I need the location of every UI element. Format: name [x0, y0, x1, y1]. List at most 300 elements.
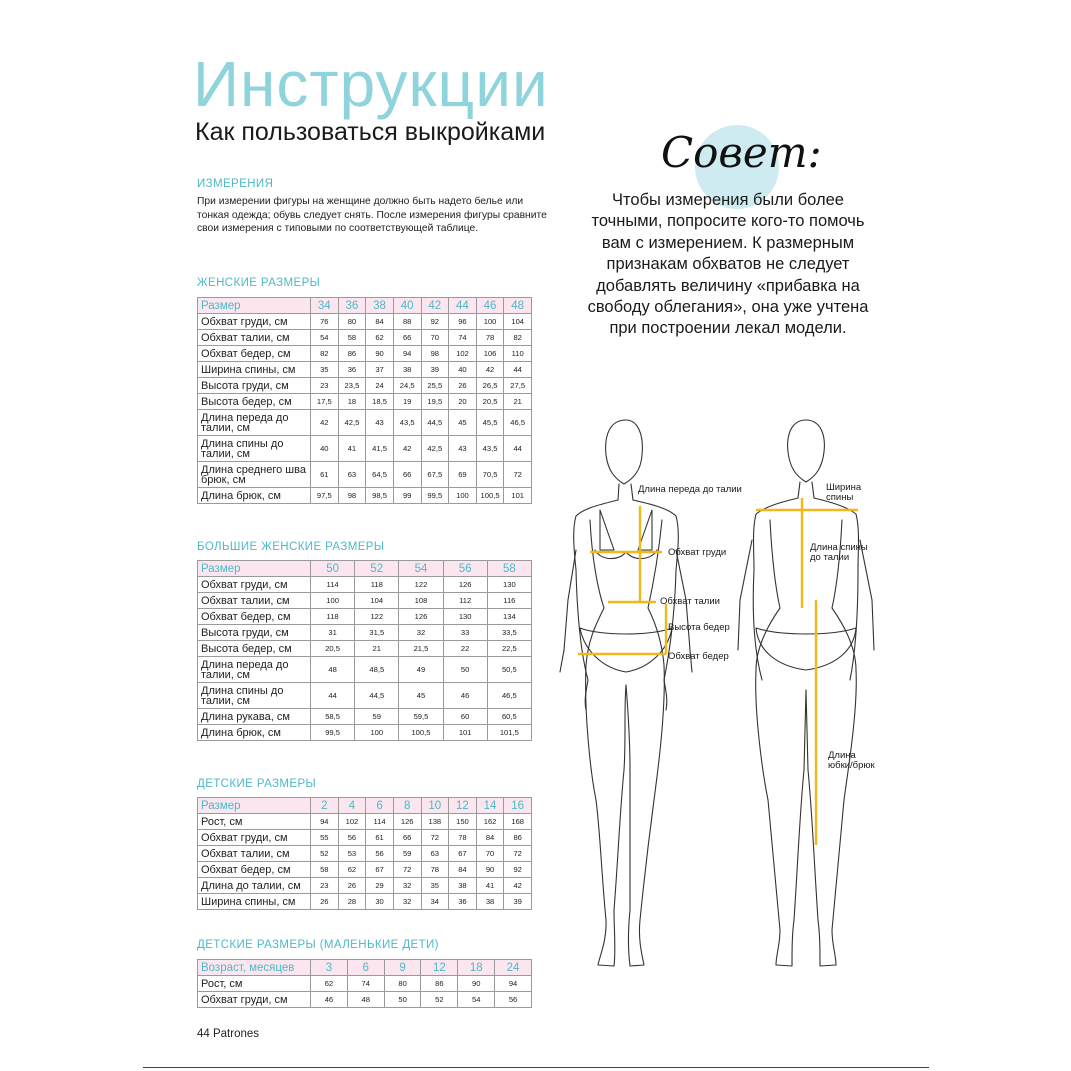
value-cell: 48,5 [355, 657, 399, 683]
row-label: Обхват бедер, см [198, 346, 311, 362]
value-cell: 43,5 [393, 410, 421, 436]
value-cell: 72 [504, 462, 532, 488]
value-cell: 98 [338, 488, 366, 504]
table-row [198, 488, 532, 504]
row-label: Обхват груди, см [198, 577, 311, 593]
value-cell: 26 [311, 894, 339, 910]
value-cell: 33,5 [487, 625, 531, 641]
plus-sizes-table [197, 560, 532, 741]
value-cell: 36 [449, 894, 477, 910]
measurements-heading: ИЗМЕРЕНИЯ [197, 178, 274, 190]
value-cell: 100 [476, 314, 504, 330]
size-header-cell: 58 [487, 561, 531, 577]
value-cell: 74 [347, 976, 384, 992]
size-header-cell: 34 [311, 298, 339, 314]
kids-sizes-heading: ДЕТСКИЕ РАЗМЕРЫ [197, 778, 317, 790]
value-cell: 100 [449, 488, 477, 504]
table-row [198, 709, 532, 725]
table-header-row [198, 561, 532, 577]
tip-text: Чтобы измерения были более точными, попросите кого-то помочь вам с измерением. К размерным признакам обхватов не следует добавлять величину «прибавка на свободу облегания», она уже учтена при построении лекал модели. [587, 191, 869, 338]
row-label: Обхват груди, см [198, 314, 311, 330]
value-cell: 86 [504, 830, 532, 846]
table-header-row [198, 298, 532, 314]
value-cell: 39 [504, 894, 532, 910]
label-skirt-length-line2: юбки/брюк [828, 760, 875, 771]
measurements-text: При измерении фигуры на женщине должно быть надето белье или тонкая одежда; обувь следует снять. После измерения фигуры сравните свои измерения с типовыми по соответствующей таблице. [197, 196, 547, 234]
value-cell: 50 [443, 657, 487, 683]
value-cell: 42 [393, 436, 421, 462]
value-cell: 98 [421, 346, 449, 362]
value-cell: 168 [504, 814, 532, 830]
value-cell: 58 [338, 330, 366, 346]
tip-title: Совет: [661, 128, 822, 177]
value-cell: 19 [393, 394, 421, 410]
size-header-cell: 50 [311, 561, 355, 577]
baby-sizes-heading: ДЕТСКИЕ РАЗМЕРЫ (МАЛЕНЬКИЕ ДЕТИ) [197, 939, 439, 951]
value-cell: 54 [311, 330, 339, 346]
value-cell: 80 [384, 976, 421, 992]
table-row [198, 894, 532, 910]
value-cell: 162 [476, 814, 504, 830]
value-cell: 70 [421, 330, 449, 346]
table-row [198, 862, 532, 878]
size-header-cell: 12 [421, 960, 458, 976]
value-cell: 61 [311, 462, 339, 488]
value-cell: 33 [443, 625, 487, 641]
row-label: Длина переда до талии, см [198, 410, 311, 436]
row-label: Длина брюк, см [198, 725, 311, 741]
value-cell: 62 [311, 976, 348, 992]
value-cell: 101 [504, 488, 532, 504]
column-header-label: Размер [198, 561, 311, 577]
value-cell: 20,5 [311, 641, 355, 657]
value-cell: 63 [421, 846, 449, 862]
size-header-cell: 14 [476, 798, 504, 814]
value-cell: 44,5 [421, 410, 449, 436]
value-cell: 100,5 [399, 725, 443, 741]
label-back-length-line1: Длина спины [810, 542, 868, 553]
value-cell: 100 [311, 593, 355, 609]
value-cell: 21,5 [399, 641, 443, 657]
size-header-cell: 42 [421, 298, 449, 314]
value-cell: 46,5 [504, 410, 532, 436]
value-cell: 45 [399, 683, 443, 709]
table-row [198, 683, 532, 709]
value-cell: 102 [449, 346, 477, 362]
row-label: Рост, см [198, 814, 311, 830]
size-header-cell: 9 [384, 960, 421, 976]
value-cell: 20 [449, 394, 477, 410]
value-cell: 88 [393, 314, 421, 330]
plus-sizes-heading: БОЛЬШИЕ ЖЕНСКИЕ РАЗМЕРЫ [197, 541, 385, 553]
value-cell: 41,5 [366, 436, 394, 462]
table-row [198, 593, 532, 609]
value-cell: 43 [366, 410, 394, 436]
table-row [198, 378, 532, 394]
value-cell: 49 [399, 657, 443, 683]
value-cell: 74 [449, 330, 477, 346]
column-header-label: Размер [198, 298, 311, 314]
value-cell: 116 [487, 593, 531, 609]
value-cell: 48 [347, 992, 384, 1008]
value-cell: 22 [443, 641, 487, 657]
front-figure [574, 420, 679, 966]
value-cell: 31,5 [355, 625, 399, 641]
value-cell: 42 [504, 878, 532, 894]
table-row [198, 657, 532, 683]
value-cell: 44,5 [355, 683, 399, 709]
value-cell: 38 [476, 894, 504, 910]
value-cell: 114 [366, 814, 394, 830]
table-row [198, 314, 532, 330]
bottom-rule [143, 1067, 929, 1068]
value-cell: 134 [487, 609, 531, 625]
row-label: Длина переда до талии, см [198, 657, 311, 683]
value-cell: 102 [338, 814, 366, 830]
size-header-cell: 46 [476, 298, 504, 314]
value-cell: 63 [338, 462, 366, 488]
label-back-width-line2: спины [826, 492, 854, 503]
row-label: Высота бедер, см [198, 394, 311, 410]
value-cell: 42 [476, 362, 504, 378]
value-cell: 90 [366, 346, 394, 362]
value-cell: 35 [311, 362, 339, 378]
value-cell: 104 [504, 314, 532, 330]
body-measurement-diagram [540, 410, 920, 990]
value-cell: 108 [399, 593, 443, 609]
value-cell: 94 [495, 976, 532, 992]
label-skirt-length-line1: Длина [828, 750, 856, 761]
value-cell: 56 [366, 846, 394, 862]
value-cell: 126 [443, 577, 487, 593]
label-bust: Обхват груди [668, 547, 727, 558]
value-cell: 100 [355, 725, 399, 741]
value-cell: 92 [421, 314, 449, 330]
value-cell: 62 [366, 330, 394, 346]
row-label: Длина до талии, см [198, 878, 311, 894]
table-row [198, 394, 532, 410]
value-cell: 26,5 [476, 378, 504, 394]
baby-sizes-table [197, 959, 532, 1008]
value-cell: 58 [311, 862, 339, 878]
value-cell: 130 [443, 609, 487, 625]
value-cell: 35 [421, 878, 449, 894]
value-cell: 21 [504, 394, 532, 410]
value-cell: 122 [399, 577, 443, 593]
value-cell: 118 [311, 609, 355, 625]
row-label: Обхват груди, см [198, 992, 311, 1008]
size-header-cell: 2 [311, 798, 339, 814]
value-cell: 97,5 [311, 488, 339, 504]
value-cell: 96 [449, 314, 477, 330]
value-cell: 90 [458, 976, 495, 992]
value-cell: 26 [449, 378, 477, 394]
value-cell: 106 [476, 346, 504, 362]
size-header-cell: 6 [366, 798, 394, 814]
value-cell: 25,5 [421, 378, 449, 394]
row-label: Длина спины до талии, см [198, 436, 311, 462]
value-cell: 32 [399, 625, 443, 641]
value-cell: 24,5 [393, 378, 421, 394]
value-cell: 22,5 [487, 641, 531, 657]
label-back-width-line1: Ширина [826, 482, 862, 493]
value-cell: 39 [421, 362, 449, 378]
value-cell: 100,5 [476, 488, 504, 504]
row-label: Обхват бедер, см [198, 609, 311, 625]
value-cell: 27,5 [504, 378, 532, 394]
row-label: Длина среднего шва брюк, см [198, 462, 311, 488]
value-cell: 43,5 [476, 436, 504, 462]
value-cell: 59 [393, 846, 421, 862]
column-header-label: Возраст, месяцев [198, 960, 311, 976]
table-row [198, 436, 532, 462]
table-row [198, 462, 532, 488]
value-cell: 52 [421, 992, 458, 1008]
value-cell: 66 [393, 330, 421, 346]
row-label: Высота груди, см [198, 378, 311, 394]
value-cell: 82 [504, 330, 532, 346]
value-cell: 78 [421, 862, 449, 878]
value-cell: 23 [311, 378, 339, 394]
size-header-cell: 16 [504, 798, 532, 814]
size-header-cell: 24 [495, 960, 532, 976]
value-cell: 32 [393, 894, 421, 910]
value-cell: 86 [421, 976, 458, 992]
value-cell: 56 [495, 992, 532, 1008]
value-cell: 78 [449, 830, 477, 846]
table-row [198, 846, 532, 862]
value-cell: 52 [311, 846, 339, 862]
label-back-length-line2: до талии [810, 552, 850, 563]
value-cell: 72 [504, 846, 532, 862]
value-cell: 34 [421, 894, 449, 910]
value-cell: 118 [355, 577, 399, 593]
kids-sizes-table [197, 797, 532, 910]
table-row [198, 362, 532, 378]
value-cell: 114 [311, 577, 355, 593]
row-label: Обхват бедер, см [198, 862, 311, 878]
value-cell: 31 [311, 625, 355, 641]
value-cell: 60,5 [487, 709, 531, 725]
table-row [198, 410, 532, 436]
row-label: Высота бедер, см [198, 641, 311, 657]
value-cell: 28 [338, 894, 366, 910]
label-front-length: Длина переда до талии [638, 484, 742, 495]
value-cell: 44 [504, 436, 532, 462]
value-cell: 53 [338, 846, 366, 862]
value-cell: 78 [476, 330, 504, 346]
value-cell: 45 [449, 410, 477, 436]
value-cell: 46,5 [487, 683, 531, 709]
value-cell: 126 [393, 814, 421, 830]
table-row [198, 976, 532, 992]
value-cell: 122 [355, 609, 399, 625]
value-cell: 99 [393, 488, 421, 504]
value-cell: 90 [476, 862, 504, 878]
table-row [198, 814, 532, 830]
value-cell: 38 [393, 362, 421, 378]
value-cell: 80 [338, 314, 366, 330]
value-cell: 70 [476, 846, 504, 862]
table-row [198, 641, 532, 657]
value-cell: 55 [311, 830, 339, 846]
value-cell: 86 [338, 346, 366, 362]
value-cell: 84 [449, 862, 477, 878]
row-label: Ширина спины, см [198, 362, 311, 378]
value-cell: 41 [338, 436, 366, 462]
value-cell: 43 [449, 436, 477, 462]
women-sizes-table [197, 297, 532, 504]
size-header-cell: 6 [347, 960, 384, 976]
value-cell: 38 [449, 878, 477, 894]
value-cell: 94 [311, 814, 339, 830]
column-header-label: Размер [198, 798, 311, 814]
size-header-cell: 54 [399, 561, 443, 577]
row-label: Длина брюк, см [198, 488, 311, 504]
size-header-cell: 3 [311, 960, 348, 976]
value-cell: 101,5 [487, 725, 531, 741]
value-cell: 94 [393, 346, 421, 362]
value-cell: 20,5 [476, 394, 504, 410]
value-cell: 40 [311, 436, 339, 462]
row-label: Длина спины до талии, см [198, 683, 311, 709]
table-header-row [198, 960, 532, 976]
row-label: Обхват талии, см [198, 593, 311, 609]
size-header-cell: 56 [443, 561, 487, 577]
value-cell: 46 [311, 992, 348, 1008]
value-cell: 98,5 [366, 488, 394, 504]
value-cell: 50,5 [487, 657, 531, 683]
value-cell: 59 [355, 709, 399, 725]
value-cell: 92 [504, 862, 532, 878]
label-waist: Обхват талии [660, 596, 720, 607]
page-subtitle: Как пользоваться выкройками [195, 118, 546, 146]
size-header-cell: 4 [338, 798, 366, 814]
value-cell: 50 [384, 992, 421, 1008]
label-hips: Обхват бедер [668, 651, 729, 662]
value-cell: 44 [504, 362, 532, 378]
value-cell: 17,5 [311, 394, 339, 410]
size-header-cell: 18 [458, 960, 495, 976]
size-header-cell: 38 [366, 298, 394, 314]
value-cell: 62 [338, 862, 366, 878]
row-label: Длина рукава, см [198, 709, 311, 725]
value-cell: 70,5 [476, 462, 504, 488]
value-cell: 126 [399, 609, 443, 625]
value-cell: 101 [443, 725, 487, 741]
value-cell: 46 [443, 683, 487, 709]
table-row [198, 577, 532, 593]
value-cell: 130 [487, 577, 531, 593]
value-cell: 18 [338, 394, 366, 410]
value-cell: 99,5 [421, 488, 449, 504]
row-label: Высота груди, см [198, 625, 311, 641]
value-cell: 84 [366, 314, 394, 330]
value-cell: 32 [393, 878, 421, 894]
value-cell: 69 [449, 462, 477, 488]
value-cell: 36 [338, 362, 366, 378]
table-row [198, 346, 532, 362]
back-figure [738, 420, 874, 966]
value-cell: 23,5 [338, 378, 366, 394]
value-cell: 150 [449, 814, 477, 830]
value-cell: 42,5 [338, 410, 366, 436]
size-header-cell: 8 [393, 798, 421, 814]
size-header-cell: 48 [504, 298, 532, 314]
page-title: Инструкции [193, 48, 549, 120]
table-row [198, 330, 532, 346]
row-label: Обхват груди, см [198, 830, 311, 846]
value-cell: 19,5 [421, 394, 449, 410]
label-hip-height: Высота бедер [668, 622, 730, 633]
value-cell: 26 [338, 878, 366, 894]
value-cell: 59,5 [399, 709, 443, 725]
value-cell: 82 [311, 346, 339, 362]
table-row [198, 830, 532, 846]
value-cell: 138 [421, 814, 449, 830]
row-label: Обхват талии, см [198, 330, 311, 346]
value-cell: 30 [366, 894, 394, 910]
value-cell: 66 [393, 462, 421, 488]
value-cell: 54 [458, 992, 495, 1008]
row-label: Обхват талии, см [198, 846, 311, 862]
value-cell: 110 [504, 346, 532, 362]
value-cell: 18,5 [366, 394, 394, 410]
size-header-cell: 36 [338, 298, 366, 314]
value-cell: 72 [393, 862, 421, 878]
size-header-cell: 10 [421, 798, 449, 814]
value-cell: 56 [338, 830, 366, 846]
women-sizes-heading: ЖЕНСКИЕ РАЗМЕРЫ [197, 277, 321, 289]
value-cell: 67 [366, 862, 394, 878]
size-header-cell: 52 [355, 561, 399, 577]
value-cell: 112 [443, 593, 487, 609]
value-cell: 72 [421, 830, 449, 846]
value-cell: 23 [311, 878, 339, 894]
value-cell: 61 [366, 830, 394, 846]
table-row [198, 725, 532, 741]
value-cell: 84 [476, 830, 504, 846]
value-cell: 41 [476, 878, 504, 894]
value-cell: 44 [311, 683, 355, 709]
value-cell: 67 [449, 846, 477, 862]
value-cell: 58,5 [311, 709, 355, 725]
table-row [198, 878, 532, 894]
value-cell: 40 [449, 362, 477, 378]
value-cell: 42 [311, 410, 339, 436]
table-header-row [198, 798, 532, 814]
value-cell: 60 [443, 709, 487, 725]
value-cell: 66 [393, 830, 421, 846]
value-cell: 104 [355, 593, 399, 609]
value-cell: 24 [366, 378, 394, 394]
value-cell: 45,5 [476, 410, 504, 436]
size-header-cell: 40 [393, 298, 421, 314]
table-row [198, 625, 532, 641]
table-row [198, 609, 532, 625]
value-cell: 42,5 [421, 436, 449, 462]
size-header-cell: 44 [449, 298, 477, 314]
value-cell: 21 [355, 641, 399, 657]
value-cell: 67,5 [421, 462, 449, 488]
value-cell: 76 [311, 314, 339, 330]
value-cell: 48 [311, 657, 355, 683]
value-cell: 99,5 [311, 725, 355, 741]
value-cell: 29 [366, 878, 394, 894]
size-header-cell: 12 [449, 798, 477, 814]
row-label: Ширина спины, см [198, 894, 311, 910]
table-row [198, 992, 532, 1008]
